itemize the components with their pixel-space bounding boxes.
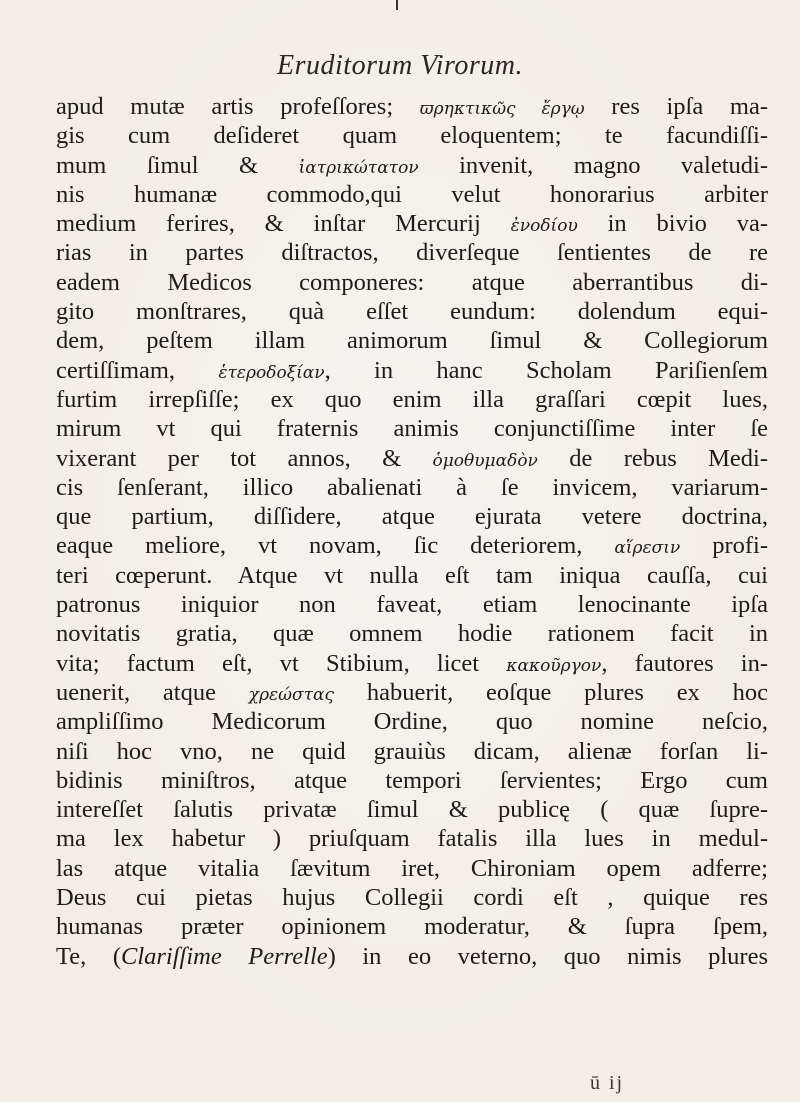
text-run: patronus iniquior non faveat, etiam lenocinante ipſa: [56, 591, 768, 619]
text-run: mirum vt qui fraternis animis conjunctiſſime inter ſe: [56, 415, 768, 443]
text-line: [56, 92, 768, 121]
text-line: [56, 766, 768, 795]
page-edge-mark: [396, 0, 398, 10]
text-run: bidinis miniſtros, atque tempori ſervientes; Ergo cum: [56, 766, 768, 794]
text-run: , in hanc Scholam Pariſienſem: [324, 356, 768, 384]
text-line: [56, 561, 768, 590]
greek-word: χρεώστας: [248, 684, 335, 705]
text-line: [56, 121, 768, 150]
text-run: rias in partes diſtractos, diverſeque ſentientes de re: [56, 239, 768, 267]
text-run: humanas præter opinionem moderatur, & ſupra ſpem,: [56, 913, 768, 941]
text-run: mum ſimul &: [56, 151, 299, 179]
text-run: dem, peſtem illam animorum ſimul & Collegiorum: [56, 327, 768, 355]
italic-name: Clariſſime Perrelle: [120, 942, 328, 970]
text-run: ma lex habetur ) priuſquam fatalis illa lues in medul-: [56, 825, 768, 853]
text-line: [56, 502, 768, 531]
text-line: [56, 414, 768, 443]
text-line: [56, 180, 768, 209]
greek-word: ϖρηκτικῶς ἔργῳ: [419, 99, 585, 119]
text-line: [56, 678, 768, 707]
greek-word: ἐνοδίου: [510, 216, 578, 237]
text-run: in bivio va-: [577, 210, 768, 238]
text-run: gito monſtrares, quà eſſet eundum: dolendum equi-: [56, 298, 768, 326]
text-line: [56, 795, 768, 824]
text-line: [56, 590, 768, 619]
text-line: [56, 268, 768, 297]
text-run: medium ferires, & inſtar Mercurij: [56, 210, 511, 238]
text-line: [56, 854, 768, 883]
text-line: [56, 444, 768, 473]
text-line: [56, 912, 768, 941]
text-run: gis cum deſideret quam eloquentem; te facundiſſi-: [56, 122, 768, 150]
text-run: vixerant per tot annos, &: [56, 444, 433, 472]
text-run: ) in eo veterno, quo nimis plures: [327, 942, 768, 970]
text-run: res ipſa ma-: [584, 93, 768, 120]
text-run: eadem Medicos componeres: atque aberrantibus di-: [56, 268, 768, 296]
text-line: [56, 473, 768, 502]
text-run: eaque meliore, vt novam, ſic deteriorem,: [56, 532, 615, 560]
text-line: [56, 824, 768, 853]
text-run: vita; factum eſt, vt Stibium, licet: [56, 649, 507, 677]
text-run: novitatis gratia, quæ omnem hodie rationem facit in: [56, 620, 768, 648]
greek-word: ἰατρικώτατον: [298, 157, 419, 178]
greek-word: αἵρεσιν: [614, 538, 681, 559]
text-run: Te, (: [56, 942, 121, 970]
text-run: nis humanæ commodo,qui velut honorarius arbiter: [56, 180, 768, 208]
text-run: Deus cui pietas hujus Collegii cordi eſt , quique res: [56, 884, 768, 912]
text-run: las atque vitalia ſævitum iret, Chironiam opem adferre;: [56, 854, 768, 882]
text-line: [56, 238, 768, 267]
text-run: ampliſſimo Medicorum Ordine, quo nomine neſcio,: [56, 708, 768, 736]
text-run: intereſſet ſalutis privatæ ſimul & publicę ( quæ ſupre-: [56, 796, 768, 824]
text-run: , fautores in-: [601, 649, 768, 677]
text-run: apud mutæ artis profeſſores;: [56, 93, 420, 120]
text-line: [56, 385, 768, 414]
text-line: [56, 326, 768, 355]
text-line: [56, 942, 768, 971]
text-line: [56, 649, 768, 678]
signature-mark: ū ij: [590, 1072, 625, 1094]
text-run: que partium, diſſidere, atque ejurata vetere doctrina,: [56, 503, 768, 531]
text-line: [56, 531, 768, 560]
running-head: Eruditorum Virorum.: [277, 50, 523, 81]
text-run: profi-: [680, 532, 768, 560]
text-line: [56, 883, 768, 912]
text-run: invenit, magno valetudi-: [418, 151, 768, 179]
text-run: de rebus Medi-: [537, 444, 768, 472]
text-run: habuerit, eoſque plures ex hoc: [334, 678, 768, 706]
body-text: [56, 92, 768, 971]
text-run: cis ſenſerant, illico abalienati à ſe invicem, variarum-: [56, 473, 768, 501]
greek-word: ἑτεροδοξίαν: [218, 362, 325, 383]
text-run: certiſſimam,: [56, 356, 219, 384]
text-line: [56, 151, 768, 180]
text-run: niſi hoc vno, ne quid grauiùs dicam, alienæ forſan li-: [56, 737, 768, 765]
greek-word: κακοῦργον: [506, 655, 602, 676]
text-line: [56, 297, 768, 326]
text-line: [56, 737, 768, 766]
text-run: uenerit, atque: [56, 678, 249, 706]
text-run: teri cœperunt. Atque vt nulla eſt tam iniqua cauſſa, cui: [56, 561, 768, 589]
text-line: [56, 707, 768, 736]
text-line: [56, 619, 768, 648]
text-line: [56, 356, 768, 385]
text-line: [56, 209, 768, 238]
greek-word: ὁμοθυμαδὸν: [432, 450, 538, 471]
text-run: furtim irrepſiſſe; ex quo enim illa graſſari cœpit lues,: [56, 385, 768, 413]
